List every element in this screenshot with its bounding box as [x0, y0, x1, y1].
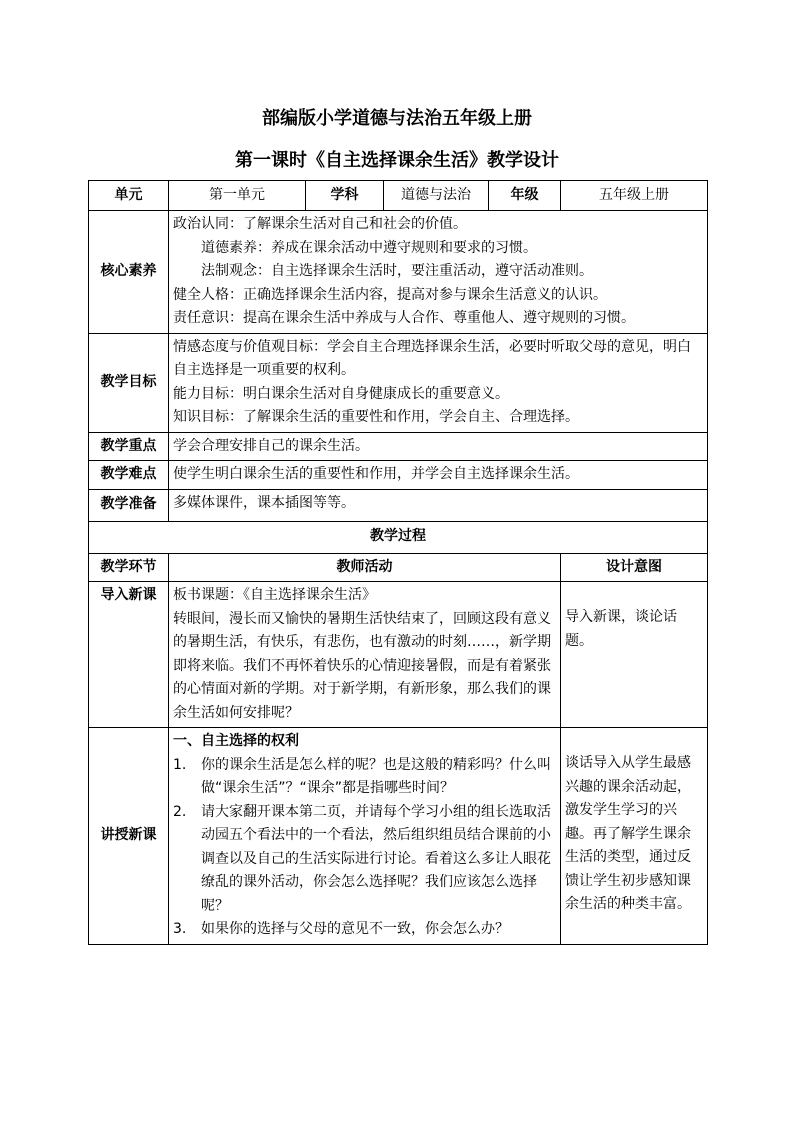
subject-label: 学科	[306, 181, 384, 211]
focus-text: 学会合理安排自己的课余生活。	[169, 432, 708, 461]
process-title: 教学过程	[89, 521, 708, 553]
process-header-row	[89, 553, 708, 582]
col-stage-header: 教学环节	[89, 553, 169, 582]
teach-intent	[561, 728, 708, 945]
item-number: 2.	[173, 803, 187, 820]
goal-emotion: 情感态度与价值观目标：学会自主合理选择课余生活，必要时听取父母的意见，明白自主选择是一项重要的权利。	[173, 338, 691, 378]
difficulty-label: 教学难点	[89, 461, 169, 490]
lesson-plan-table	[88, 180, 708, 945]
list-item	[173, 918, 556, 942]
intro-intent	[561, 582, 708, 728]
prep-row	[89, 489, 708, 521]
goals-label: 教学目标	[89, 333, 169, 432]
grade-label: 年级	[489, 181, 561, 211]
col-teacher-header: 教师活动	[169, 553, 561, 582]
col-intent-header: 设计意图	[561, 553, 708, 582]
teach-section-title: 一、自主选择的权利	[173, 733, 299, 749]
teach-intent-text: 谈话导入从学生最感兴趣的课余活动起，激发学生学习的兴趣。再了解学生课余生活的类型，通过反馈让学生初步感知课余生活的种类丰富。	[565, 755, 691, 912]
intro-row	[89, 582, 708, 728]
item-text: 请大家翻开课本第二页，并请每个学习小组的组长选取活动园五个看法中的一个看法，然后组织组员结合课前的小调查以及自己的生活实际进行讨论。看着这么多让人眼花缭乱的课外活动，你会怎么选择呢？我们应该怎么选择呢？	[201, 803, 551, 914]
core-literacy-label: 核心素养	[89, 211, 169, 334]
process-title-row	[89, 521, 708, 553]
intro-board-title: 板书课题：《自主选择课余生活》	[173, 587, 376, 603]
unit-value: 第一单元	[169, 181, 306, 211]
core-line-personality: 健全人格：正确选择课余生活内容，提高对参与课余生活意义的认识。	[173, 286, 607, 303]
focus-row	[89, 432, 708, 461]
item-text: 你的课余生活是怎么样的呢？也是这般的精彩吗？什么叫做“课余生活”？“课余”都是指哪些时间？	[201, 756, 551, 796]
document-title: 部编版小学道德与法治五年级上册	[262, 108, 532, 129]
goals-row	[89, 333, 708, 432]
core-line-responsibility: 责任意识：提高在课余生活中养成与人合作、尊重他人、遵守规则的习惯。	[173, 310, 635, 326]
list-item	[173, 754, 556, 801]
unit-label: 单元	[89, 181, 169, 211]
intro-intent-text: 导入新课，谈论话题。	[565, 609, 677, 649]
grade-value: 五年级上册	[561, 181, 708, 211]
goal-knowledge: 知识目标：了解课余生活的重要性和作用，学会自主、合理选择。	[173, 409, 579, 425]
document-subtitle: 第一课时《自主选择课余生活》教学设计	[235, 150, 559, 171]
core-literacy-content	[169, 211, 708, 334]
info-row	[89, 181, 708, 211]
core-line-legal: 法制观念：自主选择课余生活时，要注重活动，遵守活动准则。	[201, 263, 593, 279]
item-number: 1.	[173, 756, 187, 773]
intro-teacher	[169, 582, 561, 728]
list-item	[173, 801, 556, 919]
teach-stage: 讲授新课	[89, 728, 169, 945]
intro-stage: 导入新课	[89, 582, 169, 728]
difficulty-text: 使学生明白课余生活的重要性和作用，并学会自主选择课余生活。	[169, 461, 708, 490]
item-text: 如果你的选择与父母的意见不一致，你会怎么办？	[201, 921, 509, 937]
teach-row	[89, 728, 708, 945]
prep-label: 教学准备	[89, 489, 169, 521]
core-line-moral: 道德素养：养成在课余活动中遵守规则和要求的习惯。	[201, 239, 537, 256]
teach-teacher	[169, 728, 561, 945]
intro-paragraph: 转眼间，漫长而又愉快的暑期生活快结束了，回顾这段有意义的暑期生活，有快乐，有悲伤，也有激动的时刻……，新学期即将来临。我们不再怀着快乐的心情迎接暑假，而是有着紧张的心情面对新的学期。对于新学期，有新形象，那么我们的课余生活如何安排呢？	[173, 610, 551, 721]
subject-value: 道德与法治	[384, 181, 489, 211]
teach-question-list	[173, 754, 556, 942]
focus-label: 教学重点	[89, 432, 169, 461]
core-line-political: 政治认同：了解课余生活对自己和社会的价值。	[173, 216, 467, 232]
core-literacy-row	[89, 211, 708, 334]
item-number: 3.	[173, 921, 187, 937]
difficulty-row	[89, 461, 708, 490]
goal-ability: 能力目标：明白课余生活对自身健康成长的重要意义。	[173, 385, 509, 402]
prep-text: 多媒体课件，课本插图等等。	[169, 489, 708, 521]
goals-content	[169, 333, 708, 432]
